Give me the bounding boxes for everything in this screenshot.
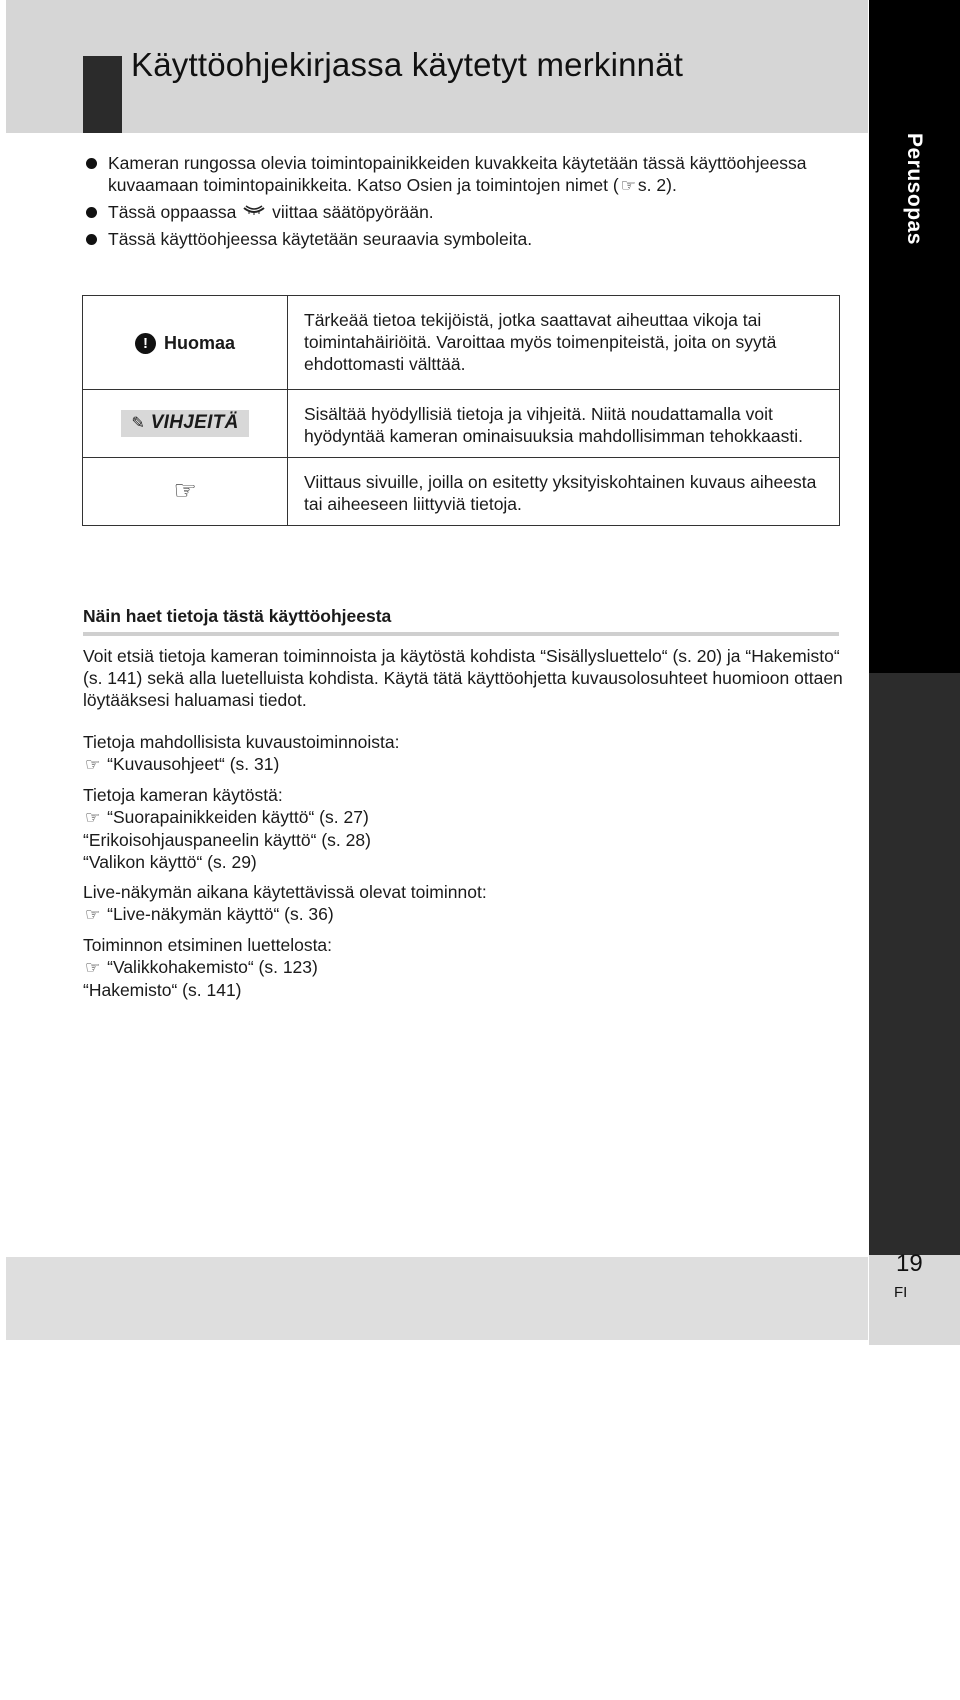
reference-group-title: Toiminnon etsiminen luettelosta: xyxy=(83,935,333,955)
reference-hand-icon: ☞ xyxy=(85,808,101,827)
reference-line: “Valikon käyttö“ (s. 29) xyxy=(83,852,257,872)
reference-line xyxy=(83,806,843,829)
reference-line xyxy=(83,956,843,979)
bullet-text-end: viittaa säätöpyörään. xyxy=(272,202,434,222)
tips-description: Sisältää hyödyllisiä tietoja ja vihjeitä. Niitä noudattamalla voit hyödyntää kameran ominaisuuksia mahdollisimman tehokkaasti. xyxy=(288,390,840,458)
table-row xyxy=(83,390,840,458)
list-item xyxy=(84,152,844,197)
bullet-text: Kameran rungossa olevia toimintopainikkeiden kuvakkeita käytetään tässä käyttöohjeessa kuvaamaan toimintopainikkeita. Katso Osien ja toimintojen nimet ( xyxy=(108,153,807,195)
reference-line: “Erikoisohjauspaneelin käyttö“ (s. 28) xyxy=(83,830,371,850)
bullet-text: Tässä käyttöohjeessa käytetään seuraavia symboleita. xyxy=(108,229,533,249)
intro-bullets xyxy=(84,152,844,254)
bullet-text-end: s. 2). xyxy=(637,175,677,195)
note-badge xyxy=(135,332,235,354)
reference-hand-icon: ☞ xyxy=(620,176,636,195)
note-description: Tärkeää tietoa tekijöistä, jotka saattavat aiheuttaa vikoja tai toimintahäiriöitä. Varoittaa myös toimenpiteistä, joita on syytä ehdottomasti välttää. xyxy=(288,296,840,390)
bullet-text: Tässä oppaassa xyxy=(108,202,237,222)
reference-line: “Hakemisto“ (s. 141) xyxy=(83,980,242,1000)
memo-icon: ✎ xyxy=(131,415,146,432)
reference-symbol-cell xyxy=(83,458,288,526)
section-heading: Näin haet tietoja tästä käyttöohjeesta xyxy=(83,606,392,626)
table-row xyxy=(83,458,840,526)
reference-group-title: Tietoja mahdollisista kuvaustoiminnoista: xyxy=(83,732,400,752)
list-item xyxy=(84,228,844,250)
reference-text: “Kuvausohjeet“ (s. 31) xyxy=(107,754,280,774)
symbols-table xyxy=(82,295,840,526)
tips-badge xyxy=(121,410,248,437)
sidebar xyxy=(869,0,960,1700)
reference-hand-icon: ☞ xyxy=(85,905,101,924)
tips-symbol-cell xyxy=(83,390,288,458)
reference-group xyxy=(83,731,843,776)
reference-text: “Suorapainikkeiden käyttö“ (s. 27) xyxy=(107,807,369,827)
reference-group-title: Live-näkymän aikana käytettävissä olevat toiminnot: xyxy=(83,882,487,902)
control-dial-icon xyxy=(241,202,267,224)
reference-description: Viittaus sivuille, joilla on esitetty yksityiskohtainen kuvaus aiheesta tai aiheeseen liittyviä tietoja. xyxy=(288,458,840,526)
page-title: Käyttöohjekirjassa käytetyt merkinnät xyxy=(131,46,684,83)
note-label: Huomaa xyxy=(163,333,235,354)
footer-band xyxy=(6,1257,868,1340)
page-number: 19 xyxy=(896,1250,923,1277)
sidebar-tab-top xyxy=(869,0,960,673)
sidebar-tab-bottom-label: Kuvaamiseen valmistautuminen xyxy=(903,1366,926,1700)
reference-text: “Valikkohakemisto“ (s. 123) xyxy=(107,957,318,977)
section-body xyxy=(83,645,843,1009)
reference-hand-icon: ☞ xyxy=(173,475,197,505)
exclamation-icon: ! xyxy=(135,333,156,354)
reference-line xyxy=(83,753,843,776)
reference-line xyxy=(83,903,843,926)
reference-group-title: Tietoja kameran käytöstä: xyxy=(83,785,283,805)
reference-group xyxy=(83,934,843,1001)
tips-label: VIHJEITÄ xyxy=(150,412,239,433)
table-row xyxy=(83,296,840,390)
reference-hand-icon: ☞ xyxy=(85,958,101,977)
reference-hand-icon: ☞ xyxy=(85,755,101,774)
reference-text: “Live-näkymän käyttö“ (s. 36) xyxy=(107,904,334,924)
section-divider xyxy=(83,632,839,636)
list-item xyxy=(84,201,844,224)
reference-group xyxy=(83,784,843,873)
note-symbol-cell xyxy=(83,296,288,390)
title-marker-block xyxy=(83,56,122,133)
page-language: FI xyxy=(894,1284,908,1301)
sidebar-tab-top-label: Perusopas xyxy=(903,133,926,245)
section-intro: Voit etsiä tietoja kameran toiminnoista ja käytöstä kohdista “Sisällysluettelo“ (s. 20) ja “Hakemisto“ (s. 141) sekä alla luetelluista kohdista. Käytä tätä käyttöohjetta kuvausolosuhteet huomioon ottaen löytääksesi haluamasi tiedot. xyxy=(83,646,843,710)
reference-group xyxy=(83,881,843,926)
